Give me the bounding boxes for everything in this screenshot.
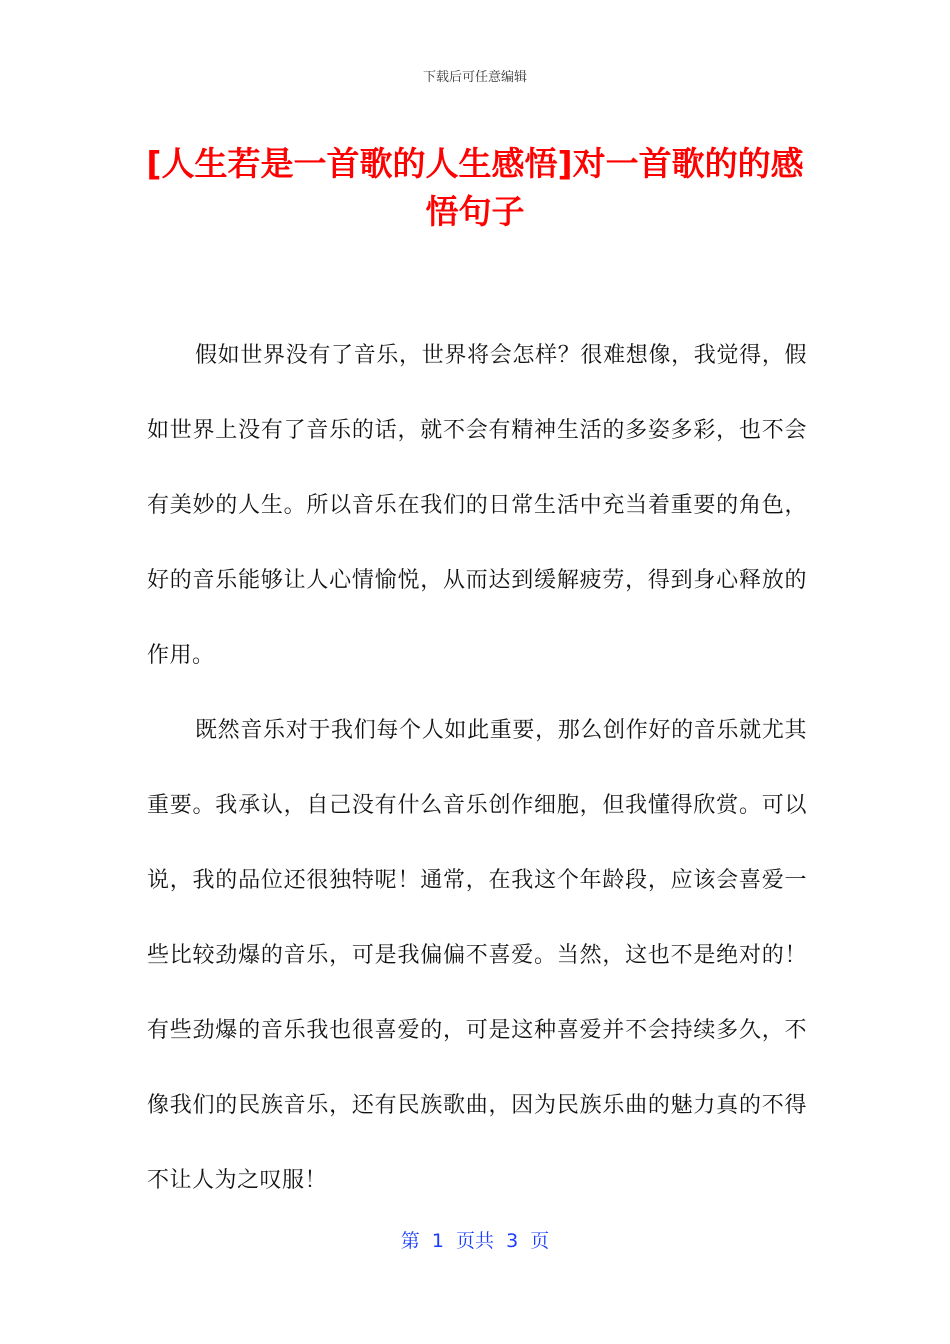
document-title: [人生若是一首歌的人生感悟]对一首歌的的感悟句子 [146, 144, 804, 231]
document-body [147, 318, 807, 1218]
paragraph-1: 假如世界没有了音乐，世界将会怎样？很难想像，我觉得，假如世界上没有了音乐的话，就不会有精神生活的多姿多彩，也不会有美妙的人生。所以音乐在我们的日常生活中充当着重要的角色，好的音乐能够让人心情愉悦，从而达到缓解疲劳，得到身心释放的作用。 [147, 343, 807, 668]
header-note: 下载后可任意编辑 [422, 70, 527, 85]
page-number: 第 1 页共 3 页 [400, 1230, 550, 1252]
paragraph-2: 既然音乐对于我们每个人如此重要，那么创作好的音乐就尤其重要。我承认，自己没有什么音乐创作细胞，但我懂得欣赏。可以说，我的品位还很独特呢！通常，在我这个年龄段，应该会喜爱一些比较劲爆的音乐，可是我偏偏不喜爱。当然，这也不是绝对的！有些劲爆的音乐我也很喜爱的，可是这种喜爱并不会持续多久，不像我们的民族音乐，还有民族歌曲，因为民族乐曲的魅力真的不得不让人为之叹服！ [147, 718, 807, 1193]
